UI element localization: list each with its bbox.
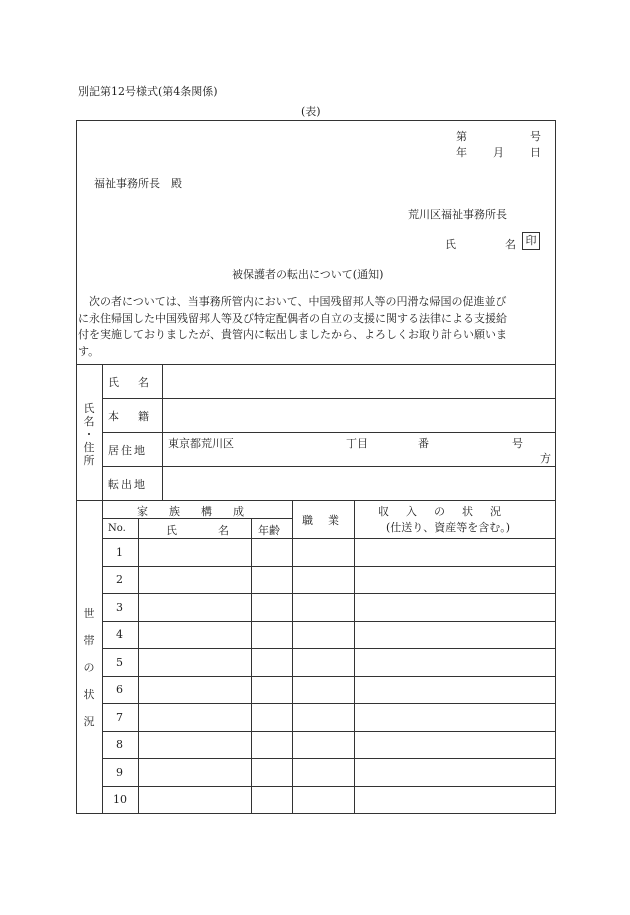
hline [102, 786, 556, 787]
doc-title: 被保護者の転出について(通知) [232, 268, 384, 281]
col-name-1: 氏 [166, 524, 177, 537]
family-header: 家 族 構 成 [137, 505, 249, 518]
label-moveto: 転出地 [108, 478, 147, 491]
vline [102, 500, 103, 814]
number-field[interactable] [468, 126, 526, 140]
hline [102, 648, 556, 649]
body-text [78, 294, 507, 360]
row-no: 8 [116, 738, 123, 751]
number-label: 第 [456, 130, 467, 143]
signer-name-label-2: 名 [505, 238, 516, 251]
col-age: 年齢 [258, 524, 280, 537]
form-label: 別記第12号様式(第4条関係) [78, 85, 218, 98]
day-label: 日 [530, 146, 541, 159]
hline [102, 621, 556, 622]
hline [102, 466, 556, 467]
year-label: 年 [456, 146, 467, 159]
addressee: 福祉事務所長 殿 [94, 177, 182, 190]
honseki-field[interactable] [166, 402, 552, 428]
hline [102, 432, 556, 433]
row-no: 7 [116, 711, 123, 724]
side-label: (表) [301, 105, 321, 118]
go-label: 号 [512, 437, 523, 450]
form-frame [76, 120, 556, 814]
household-side-label: 世 帯 の 状 況 [83, 607, 95, 728]
kata-label: 方 [540, 452, 551, 465]
label-name: 氏 名 [108, 376, 153, 389]
hline [102, 758, 556, 759]
body-line: 次の者については、当事務所管内において、中国残留邦人等の円滑な帰国の促進並び [78, 295, 507, 308]
person-side-label: 氏 名 ・ 住 所 [83, 402, 95, 467]
hline [102, 593, 556, 594]
row-no: 6 [116, 683, 123, 696]
section-divider [76, 364, 556, 365]
col-income-sub: (仕送り、資産等を含む。) [386, 521, 511, 534]
sender-office: 荒川区福祉事務所長 [408, 208, 507, 221]
residence-value[interactable]: 東京都荒川区 [168, 437, 234, 450]
row-no: 1 [116, 546, 123, 559]
section-divider [76, 500, 556, 501]
name-field[interactable] [166, 368, 552, 394]
col-income: 収 入 の 状 況 [378, 505, 504, 518]
row-no: 5 [116, 656, 123, 669]
month-label: 月 [493, 146, 504, 159]
hline [102, 703, 556, 704]
col-name-2: 名 [218, 524, 229, 537]
vline [354, 500, 355, 814]
vline [292, 500, 293, 814]
seal-box: 印 [522, 232, 540, 250]
hline [102, 398, 556, 399]
row-no: 10 [113, 793, 127, 806]
hline [102, 676, 556, 677]
hline [102, 538, 556, 539]
vline [138, 518, 139, 814]
row-no: 9 [116, 766, 123, 779]
hline [102, 566, 556, 567]
row-no: 3 [116, 601, 123, 614]
body-line: す。 [78, 344, 100, 358]
moveto-field[interactable] [166, 470, 552, 496]
col-no: No. [108, 523, 126, 534]
chome-label: 丁目 [346, 437, 368, 450]
col-job: 職 業 [302, 514, 341, 527]
label-residence: 居住地 [108, 444, 147, 457]
ban-label: 番 [418, 437, 429, 450]
body-line: 付を実施しておりましたが、貴管内に転出しましたから、よろしくお取り計らい願いま [78, 328, 507, 341]
number-suffix: 号 [530, 130, 541, 143]
row-no: 2 [116, 573, 123, 586]
body-line: に永住帰国した中国残留邦人等及び特定配偶者の自立の支援に関する法律による支援給 [78, 311, 507, 325]
signer-name-label: 氏 [445, 238, 456, 251]
hline [102, 731, 556, 732]
vline [251, 518, 252, 814]
row-no: 4 [116, 628, 123, 641]
label-honseki: 本 籍 [108, 410, 153, 423]
